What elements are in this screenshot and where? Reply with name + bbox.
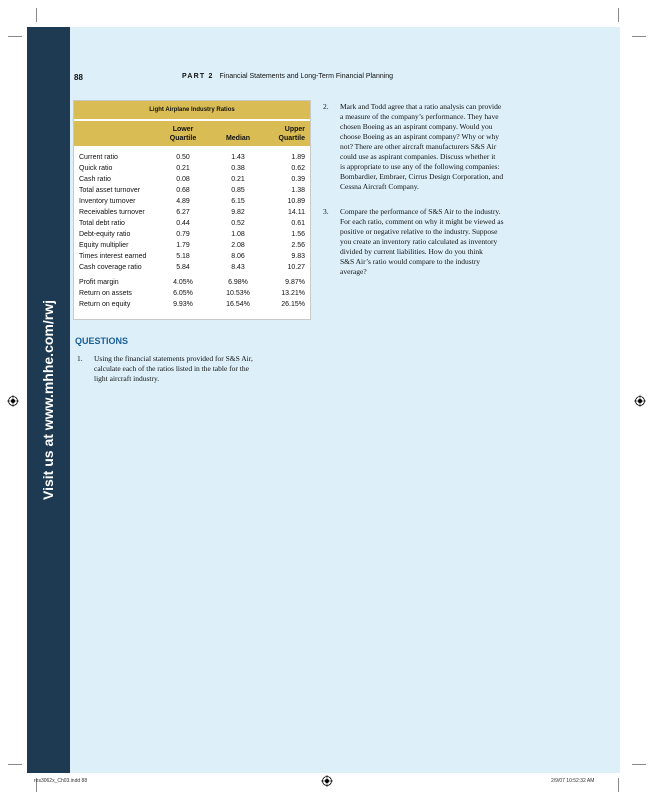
part-title: Financial Statements and Long-Term Financial Planning	[219, 73, 394, 80]
ratio-name: Quick ratio	[79, 165, 113, 172]
footer-file-name: ros3062x_Ch03.indd 88	[34, 778, 88, 784]
median-value: 0.52	[231, 220, 245, 227]
ratio-name: Debt-equity ratio	[79, 231, 131, 238]
lower-quartile-value: 5.18	[176, 253, 190, 260]
lower-quartile-value: 0.79	[176, 231, 190, 238]
median-value: 9.82	[231, 209, 245, 216]
table-row	[74, 240, 310, 251]
crop-mark	[8, 36, 22, 37]
table-row	[74, 299, 310, 310]
median-value: 10.53%	[226, 290, 250, 297]
upper-quartile-value: 9.87%	[285, 279, 305, 286]
upper-quartile-value: 9.83	[291, 253, 305, 260]
upper-quartile-value: 0.61	[291, 220, 305, 227]
lower-quartile-value: 9.93%	[173, 301, 193, 308]
upper-quartile-value: 0.39	[291, 176, 305, 183]
questions-heading: QUESTIONS	[75, 336, 129, 346]
ratio-name: Current ratio	[79, 154, 118, 161]
lower-quartile-value: 0.08	[176, 176, 190, 183]
column-header-lower-quartile: Lower Quartile	[169, 126, 197, 142]
ratio-name: Inventory turnover	[79, 198, 136, 205]
upper-quartile-value: 1.56	[291, 231, 305, 238]
table-row	[74, 196, 310, 207]
median-value: 0.38	[231, 165, 245, 172]
lower-quartile-value: 6.27	[176, 209, 190, 216]
table-row	[74, 262, 310, 273]
median-value: 6.98%	[228, 279, 248, 286]
upper-quartile-value: 10.89	[287, 198, 305, 205]
ratio-name: Receivables turnover	[79, 209, 145, 216]
upper-quartile-value: 10.27	[287, 264, 305, 271]
column-header-median: Median	[225, 135, 251, 142]
ratio-name: Times interest earned	[79, 253, 147, 260]
lower-quartile-value: 0.44	[176, 220, 190, 227]
question-number: 3.	[323, 207, 329, 216]
table-title: Light Airplane Industry Ratios	[74, 101, 310, 119]
question-number: 1.	[77, 354, 83, 363]
ratio-name: Equity multiplier	[79, 242, 129, 249]
lower-quartile-value: 6.05%	[173, 290, 193, 297]
table-row	[74, 174, 310, 185]
median-value: 16.54%	[226, 301, 250, 308]
page-number: 88	[74, 73, 83, 82]
table-row	[74, 288, 310, 299]
ratio-name: Return on equity	[79, 301, 131, 308]
lower-quartile-value: 1.79	[176, 242, 190, 249]
table-header	[74, 121, 310, 146]
crop-mark	[618, 778, 619, 792]
table-row	[74, 207, 310, 218]
table-row	[74, 163, 310, 174]
median-value: 0.85	[231, 187, 245, 194]
industry-ratios-table	[73, 100, 311, 320]
registration-mark-icon	[321, 775, 333, 787]
sidebar-url-text: Visit us at www.mhhe.com/rwj	[40, 300, 56, 500]
question-text: Mark and Todd agree that a ratio analysis can provide a measure of the company’s performance. They have chosen Boeing as an aspirant company. Would you choose Boeing as an aspirant company? Why or why not? There are other aircraft manufacturers S&S Air could use as aspirant companies. Discuss whether it is appropriate to use any of the following companies: Bombardier, Embraer, Cirrus Design Corporation, and Cessna Aircraft Company.	[340, 102, 504, 191]
median-value: 6.15	[231, 198, 245, 205]
upper-quartile-value: 26.15%	[281, 301, 305, 308]
ratio-name: Total asset turnover	[79, 187, 141, 194]
question-text: Compare the performance of S&S Air to the industry. For each ratio, comment on why it might be viewed as positive or negative relative to the industry. Suppose you create an inventory ratio calculated as inventory divided by current liabilities. How do you think S&S Air’s ratio would compare to the industry average?	[340, 207, 504, 276]
table-row	[74, 152, 310, 163]
upper-quartile-value: 14.11	[288, 209, 305, 216]
median-value: 2.08	[231, 242, 245, 249]
ratio-name: Cash ratio	[79, 176, 111, 183]
question-text: Using the financial statements provided for S&S Air, calculate each of the ratios listed in the table for the light aircraft industry.	[94, 354, 253, 383]
part-label: PART 2	[182, 73, 214, 80]
table-row	[74, 251, 310, 262]
lower-quartile-value: 4.05%	[173, 279, 193, 286]
ratio-name: Total debt ratio	[79, 220, 125, 227]
crop-mark	[618, 8, 619, 22]
upper-quartile-value: 0.62	[291, 165, 305, 172]
lower-quartile-value: 0.21	[176, 165, 190, 172]
lower-quartile-value: 0.50	[176, 154, 190, 161]
crop-mark	[36, 8, 37, 22]
median-value: 8.43	[231, 264, 245, 271]
lower-quartile-value: 4.89	[176, 198, 190, 205]
median-value: 1.08	[231, 231, 245, 238]
ratio-name: Cash coverage ratio	[79, 264, 142, 271]
registration-mark-icon	[634, 395, 646, 407]
registration-mark-icon	[7, 395, 19, 407]
median-value: 8.06	[231, 253, 245, 260]
question-number: 2.	[323, 102, 329, 111]
footer-timestamp: 2/9/07 10:52:32 AM	[551, 778, 595, 784]
lower-quartile-value: 5.84	[176, 264, 190, 271]
table-row	[74, 185, 310, 196]
lower-quartile-value: 0.68	[176, 187, 190, 194]
upper-quartile-value: 2.56	[291, 242, 305, 249]
table-row	[74, 218, 310, 229]
ratio-name: Profit margin	[79, 279, 119, 286]
median-value: 1.43	[231, 154, 245, 161]
upper-quartile-value: 13.21%	[281, 290, 305, 297]
table-row	[74, 229, 310, 240]
crop-mark	[632, 764, 646, 765]
column-header-upper-quartile: Upper Quartile	[278, 126, 305, 142]
running-head	[182, 73, 393, 80]
upper-quartile-value: 1.38	[291, 187, 305, 194]
median-value: 0.21	[231, 176, 245, 183]
ratio-name: Return on assets	[79, 290, 132, 297]
upper-quartile-value: 1.89	[291, 154, 305, 161]
table-row	[74, 277, 310, 288]
crop-mark	[632, 36, 646, 37]
crop-mark	[8, 764, 22, 765]
